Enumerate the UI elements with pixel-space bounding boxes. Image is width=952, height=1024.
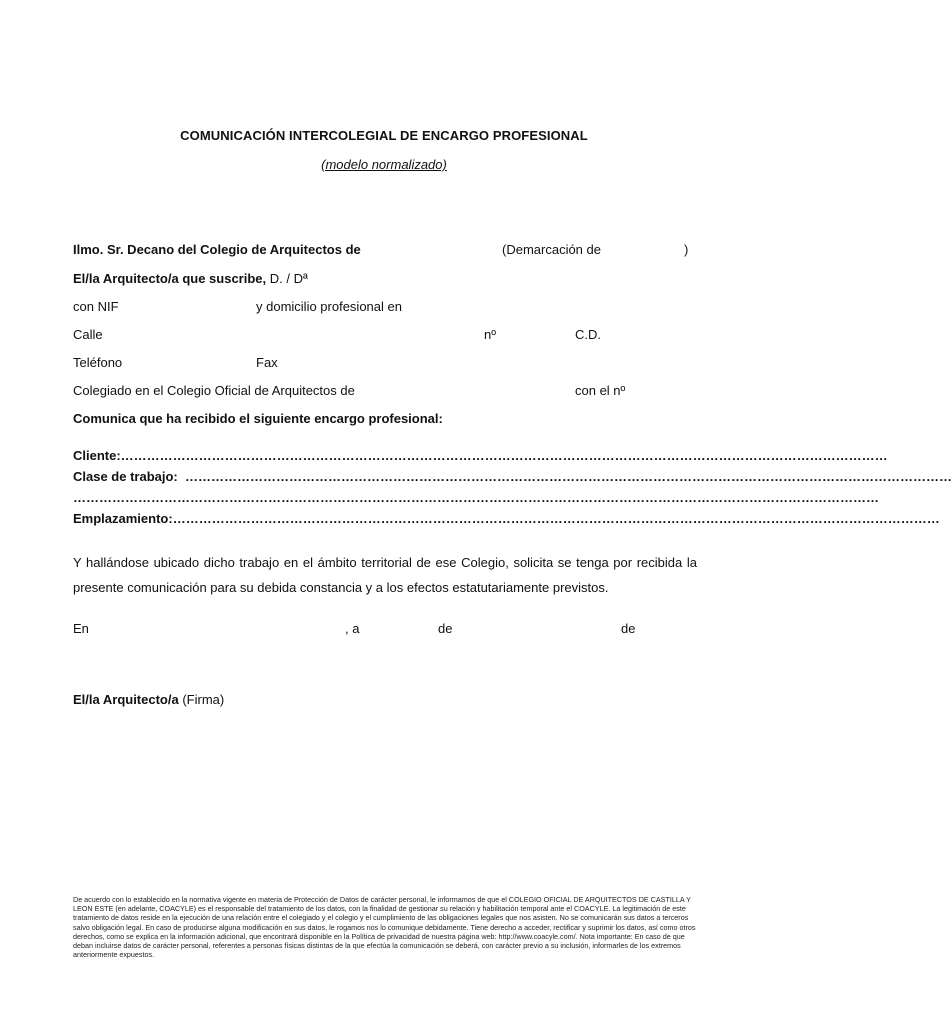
emplazamiento-dots: …………………………………………………………………………………………………………………………………………………………… [172, 511, 940, 526]
de-label-1: de [438, 621, 453, 636]
declaration-paragraph: Y hallándose ubicado dicho trabajo en el ámbito territorial de ese Colegio, solicita se tenga por recibida la presente comunicación para su debida constancia y a los efectos estatutariamente previstos. [73, 555, 697, 595]
privacy-footer: De acuerdo con lo establecido en la normativa vigente en materia de Protección de Datos de carácter personal, le informamos de que el COLEGIO OFICIAL DE ARQUITECTOS DE CASTILLA Y LEON ESTE (en adelante, COACYLE) es el responsable del tratamiento de los datos, con la finalidad de gestionar su relación y habilitación temporal ante el COACYLE. La legitimación de este tratamiento de datos reside en la ejecución de una relación entre el colegiado y el colegio y el cumplimiento de las obligaciones legales que nos asisten. No se comunicarán sus datos a terceros salvo obligación legal. En caso de producirse alguna modificación en sus datos, le rogamos nos lo comunique debidamente. Tiene derecho a acceder, rectificar y suprimir los datos, así como otros derechos, como se explica en la información adicional, que encontrará disponible en la Política de privacidad de nuestra página web: http://www.coacyle.com/. Nota importante: En caso de que deban incluirse datos de carácter personal, referentes a personas físicas distintas de la que efectúa la comunicación se deberá, con carácter previo a su inclusión, informarles de los extremos anteriormente expuestos. [73, 895, 696, 960]
comunica-label: Comunica que ha recibido el siguiente encargo profesional: [73, 411, 443, 426]
firma-line [73, 692, 224, 707]
colegiado-label: Colegiado en el Colegio Oficial de Arquitectos de [73, 383, 355, 398]
a-label: , a [345, 621, 360, 636]
numero-label: nº [484, 327, 496, 342]
firma-label: El/la Arquitecto/a [73, 692, 179, 707]
cliente-line [73, 448, 888, 463]
cliente-label: Cliente: [73, 448, 121, 463]
form-title: COMUNICACIÓN INTERCOLEGIAL DE ENCARGO PROFESIONAL [180, 128, 588, 143]
arquitecto-line [73, 271, 308, 286]
clase-label: Clase de trabajo: [73, 469, 178, 484]
domicilio-label: y domicilio profesional en [256, 299, 402, 314]
con-numero-label: con el nº [575, 383, 626, 398]
arquitecto-suffix: D. / Dª [269, 271, 308, 286]
en-label: En [73, 621, 89, 636]
calle-label: Calle [73, 327, 103, 342]
telefono-label: Teléfono [73, 355, 123, 370]
clase-dots: …………………………………………………………………………………………………………………………………………………………… [185, 469, 952, 484]
cliente-dots: …………………………………………………………………………………………………………………………………………………………… [120, 448, 888, 463]
firma-suffix: (Firma) [182, 692, 225, 707]
nif-label: con NIF [73, 299, 119, 314]
fax-label: Fax [256, 355, 278, 370]
extra-dots-line: …………………………………………………………………………………………………………………………………………………………………… [73, 490, 879, 505]
arquitecto-label: El/la Arquitecto/a que suscribe, [73, 271, 267, 286]
emplazamiento-label: Emplazamiento: [73, 511, 173, 526]
de-label-2: de [621, 621, 636, 636]
decano-label: Ilmo. Sr. Decano del Colegio de Arquitectos de [73, 242, 361, 257]
form-subtitle: (modelo normalizado) [321, 157, 447, 172]
emplazamiento-line [73, 511, 940, 526]
demarcacion-label: (Demarcación de [502, 242, 601, 257]
cd-label: C.D. [575, 327, 601, 342]
demarcacion-close: ) [684, 242, 689, 257]
clase-line [73, 469, 952, 484]
